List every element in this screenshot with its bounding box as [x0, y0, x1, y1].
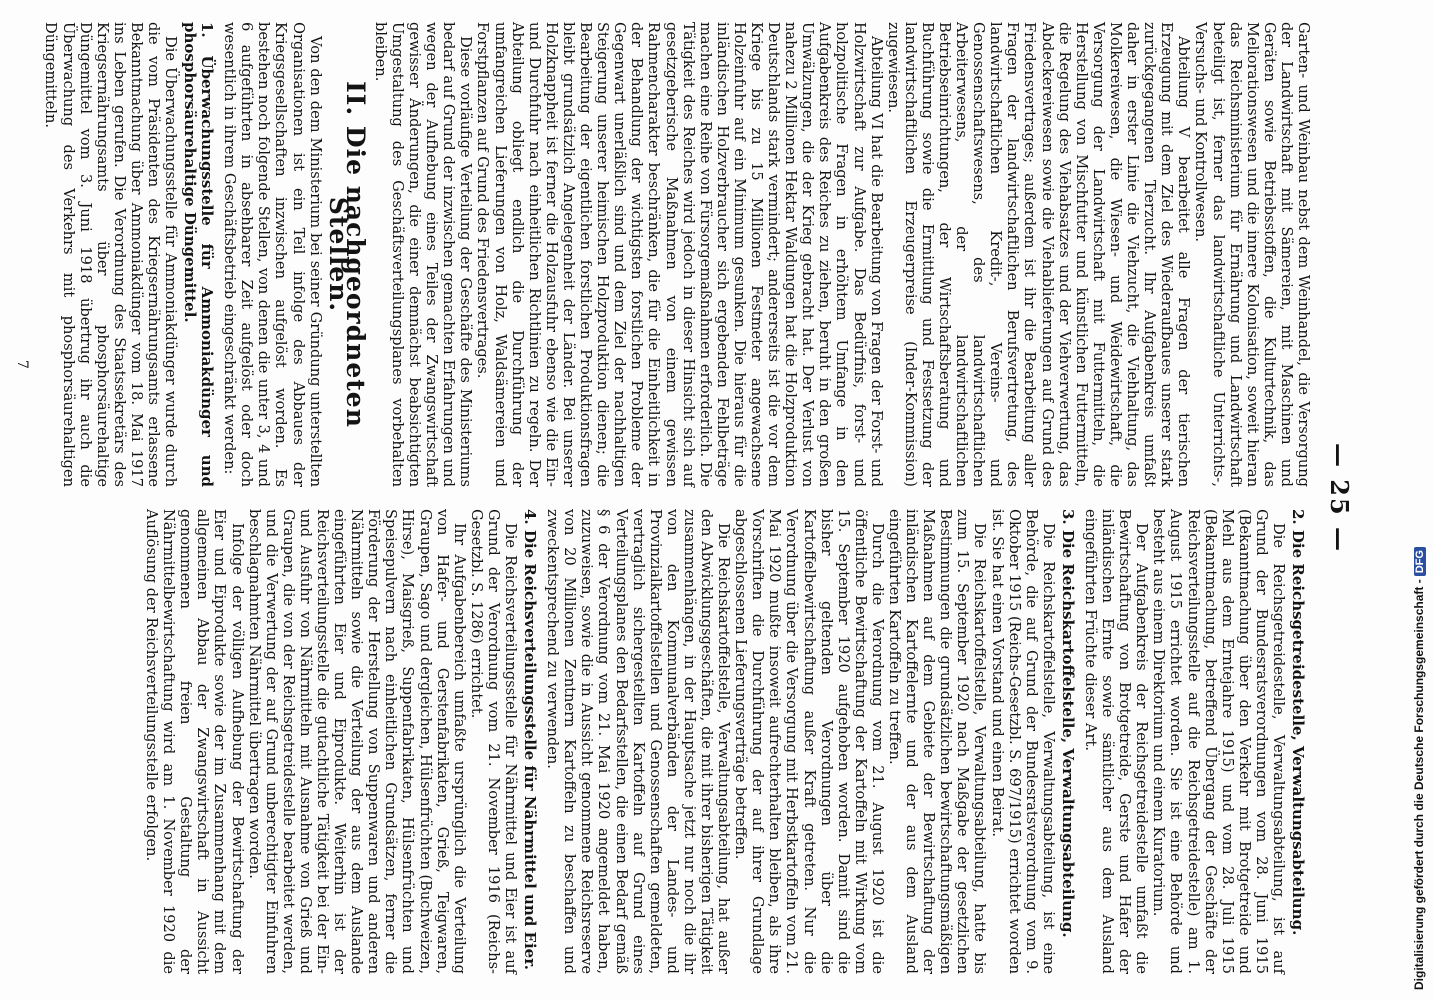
- paragraph: Garten- und Weinbau nebst dem Weinhandel, die Versorgung der Landwirtschaft mit Sämereien, mit Maschinen und Geräten sowie Betriebsstoffen, die Kulturtechnik, das Meliorationswesen und die innere Kolonisation, soweit hieran das Reichsministerium für Ernährung und Landwirtschaft beteiligt ist, ferner das landwirtschaftliche Unterrichts-, Versuchs- und Kontrollwesen.: [1192, 22, 1312, 487]
- paragraph: Infolge der völligen Aufhebung der Bewirtschaftung der Eier und Eiprodukte sowie der im Zusammenhang mit dem allgemeinen Abbau der Zwangswirtschaft in Aussicht genommenen freien Gestaltung der Nährmittelbewirtschaftung wird am 1. November 1920 die Auflösung der Reichsverteilungsstelle erfolgen.: [143, 509, 246, 974]
- digitization-credit: [1404, 10, 1428, 990]
- section-2-heading: 2. Die Reichsgetreidestelle, Verwaltungsabteilung.: [1289, 509, 1307, 936]
- credit-text: Digitalisierung gefördert durch die Deutsche Forschungsgemeinschaft -: [1412, 579, 1426, 990]
- part-heading: II. Die nachgeordneten Stellen.: [323, 81, 370, 428]
- paragraph: Durch die Verordnung vom 21. August 1920 ist die öffentliche Bewirtschaftung der Kartoffeln mit Wirkung vom 15. September 1920 aufgehoben worden. Damit sind die bisher geltenden Verordnungen über die Kartoffelbewirtschaftung außer Kraft getreten. Nur die Verordnung über die Versorgung mit Herbstkartoffeln vom 21. Mai 1920 mußte insoweit aufrechterhalten bleiben, als ihre Vorschriften die Durchführung der auf ihrer Grundlage abgeschlossenen Lieferungsverträge betreffen.: [732, 509, 886, 974]
- paragraph-abteilung-v: Abteilung V bearbeitet alle Fragen der tierischen Erzeugung mit dem Ziel des Wiederaufbaues unserer stark zurückgegangenen Tierzucht. Ihr Aufgabenkreis umfaßt daher in erster Linie die Viehzucht, die Viehhaltung, das Molkereiwesen, die Wiesen- und Weidewirtschaft, die Versorgung der Landwirtschaft mit Futtermitteln, die Herstellung von Mischfutter und künstlichen Futtermitteln, die Regelung des Viehabsatzes und der Viehverwertung, das Abdeckereiwesen sowie die Viehablieferungen auf Grund des Friedensvertrages; außerdem ist ihr die Bearbeitung aller Fragen der landwirtschaftlichen Berufsvertretung, des landwirtschaftlichen Kredit-, Vereins- und Genossenschaftswesens, des landwirtschaftlichen Arbeiterwesens, der landwirtschaftlichen Betriebseinrichtungen, der Wirtschaftsberatung und Buchführung sowie die Ermittlung und Festsetzung der landwirtschaftlichen Erzeugerpreise (Inder-Kommission) zugewiesen.: [884, 22, 1193, 487]
- credit-line: [1412, 547, 1426, 990]
- paragraph: Der Aufgabenkreis der Reichsgetreidestelle umfaßt die Bewirtschaftung von Brotgetreide, Gerste und Hafer der inländischen Ernte sowie sämtlicher aus dem Ausland eingeführten Früchte dieser Art.: [1081, 509, 1151, 974]
- paragraph-abteilung-vi: Abteilung VI hat die Bearbeitung von Fragen der Forst- und Holzwirtschaft zur Aufgabe. Das Bedürfnis, forst- und holzpolitische Fragen in erhöhtem Umfange in den Aufgabenkreis des Reiches zu ziehen, beruht in den großen Umwälzungen, die der Krieg gebracht hat. Der Verlust von nahezu 2 Millionen Hektar Waldungen hat die Holzproduktion Deutschlands stark vermindert; andererseits ist die vor dem Kriege bis zu 15 Millionen Festmeter angewachsene Holzeinfuhr auf ein Minimum gesunken. Die hieraus für die inländischen Holzverbraucher sich ergebenden Fehlbeträge machen eine Reihe von Fürsorgemaßnahmen erforderlich. Die Tätigkeit des Reiches wird jedoch in dieser Hinsicht sich auf gesetzgeberische Maßnahmen von einem gewissen Rahmencharakter beschränken, die für die Einheitlichkeit in der Behandlung der wichtigsten forstlichen Probleme der Gegenwart unerläßlich sind und dem Ziel der nachhaltigen Steigerung unserer heimischen Holzproduktion dienen; die Bearbeitung der eigentlichen forstlichen Produktionsfragen bleibt grundsätzlich Angelegenheit der Länder. Bei unserer Holzknappheit ist ferner die Holzausfuhr ebenso wie die Ein- und Durchfuhr nach einheitlichen Richtlinien zu regeln. Der Abteilung obliegt endlich die Durchführung der umfangreichen Lieferungen von Holz, Waldsämereien und Forstpflanzen auf Grund des Friedensvertrages.: [474, 22, 885, 487]
- paragraph: Diese vorläufige Verteilung der Geschäfte des Ministeriums bedarf auf Grund der inzwischen gemachten Erfahrungen und wegen der Aufhebung eines Teiles der Zwangswirtschaft gewisser Änderungen, die einer demnächst beabsichtigten Umgestaltung des Geschäftsverteilungsplanes vorbehalten bleiben.: [371, 22, 475, 487]
- paragraph: Die Reichsverteilungsstelle für Nährmittel und Eier ist auf Grund der Verordnung vom 21. November 1916 (Reichs-Gesetzbl. S. 1286) errichtet.: [467, 509, 520, 974]
- paragraph: Ihr Aufgabenbereich umfaßte ursprünglich die Verteilung von Hafer- und Gerstenfabrikaten, Grieß, Teigwaren, Graupen, Sago und dergleichen, Hülsenfrüchten (Buchweizen, Hirse), Maisgrieß, Suppenfabrikaten, Hülsenfrüchten und Speisepulvern nach einheitlichen Grundsätzen, ferner die Förderung der Herstellung von Suppenwaren und anderen Nährmitteln sowie die Verteilung der aus dem Auslande eingeführten Eier und Eiprodukte. Weiterhin ist der Reichsverteilungsstelle die gutachtliche Tätigkeit bei der Ein- und Ausfuhr von Nährmitteln mit Ausnahme von Grieß und Graupen, die von der Reichsgetreidestelle bearbeitet werden, und die Verwertung der auf Grund unberechtigter Einfuhren beschlagnahmten Nährmittel übertragen worden.: [245, 509, 468, 974]
- part-intro: Von den dem Ministerium bei seiner Gründung unterstellten Organisationen ist ein Teil infolge des Abbaues der Kriegsgesellschaften inzwischen aufgelöst worden. Es bestehen noch folgende Stellen, von denen die unter 3, 4 und 6 aufgeführten in absehbarer Zeit aufgelöst oder doch wesentlich in ihrem Geschäftsbetrieb eingeschränkt werden:: [221, 22, 324, 487]
- section-4-heading: 4. Die Reichsverteilungsstelle für Nährmittel und Eier.: [521, 509, 540, 970]
- footer-mark: 7: [14, 360, 30, 369]
- right-column: [42, 509, 1312, 974]
- section-1-heading: 1. Überwachungsstelle für Ammoniakdünger und phosphorsäurehaltige Düngemittel.: [181, 22, 217, 487]
- text-columns: [42, 22, 1312, 974]
- paragraph: Die Reichskartoffelstelle, Verwaltungsabteilung, ist eine Behörde, die auf Grund der Bundesratsverordnung vom 9. Oktober 1915 (Reichs-Gesetzbl. S. 697/1915) errichtet worden ist. Sie hat einen Vorstand und einen Beirat.: [988, 509, 1057, 974]
- section-3-heading: 3. Die Reichskartoffelstelle, Verwaltungsabteilung.: [1058, 509, 1077, 938]
- page-number: — 25 —: [1325, 442, 1354, 554]
- paragraph: Die Reichskartoffelstelle, Verwaltungsabteilung, hatte bis zum 15. September 1920 nach Maßgabe der gesetzlichen Bestimmungen die grundsätzlichen bewirtschaftungsmäßigen Maßnahmen auf dem Gebiete der Bewirtschaftung der inländischen Kartoffelernte und der aus dem Ausland eingeführten Kartoffeln zu treffen.: [886, 509, 989, 974]
- paragraph: Die Reichskartoffelstelle, Verwaltungsabteilung, hat außer den Abwicklungsgeschäften, die mit ihrer bisherigen Tätigkeit zusammenhängen, in der Hauptsache jetzt nur noch die ihr von den Kommunalverbänden der Landes- und Provinzialkartoffelstellen und Genossenschaften gemeldeten, vertraglich sichergestellten Kartoffeln auf Grund eines Verteilungsplanes den Bedarfsstellen, die einen Bedarf gemäß § 6 der Verordnung vom 21. Mai 1920 angemeldet haben, zuzuweisen, sowie die in Aussicht genommene Reichsreserve von 20 Millionen Zentnern Kartoffeln zu beschaffen und zweckentsprechend zu verwenden.: [544, 509, 733, 974]
- dfg-logo-icon: DFG: [1414, 547, 1426, 576]
- left-column: [42, 22, 1312, 487]
- paragraph: Die Reichsgetreidestelle, Verwaltungsabteilung, ist auf Grund der Bundesratsverordnungen vom 28. Juni 1915 (Bekanntmachung über den Verkehr mit Brotgetreide und Mehl aus dem Erntejahre 1915) und vom 28. Juli 1915 (Bekanntmachung, betreffend Übergang der Geschäfte der Reichsverteilungsstelle auf die Reichsgetreidestelle) am 1. August 1915 errichtet worden. Sie ist eine Behörde und besteht aus einem Direktorium und einem Kuratorium.: [1150, 509, 1287, 974]
- section-1-text: Die Überwachungsstelle für Ammoniakdünger wurde durch die vom Präsidenten des Kriegsernährungsamts erlassene Bekanntmachung über Ammoniakdünger vom 18. Mai 1917 ins Leben gerufen. Die Verordnung des Staatssekretärs des Kriegsernährungsamts über phosphorsäurehaltige Düngemittel vom 3. Juni 1918 übertrug ihr auch die Überwachung des Verkehrs mit phosphorsäurehaltigen Düngemitteln.: [42, 22, 180, 487]
